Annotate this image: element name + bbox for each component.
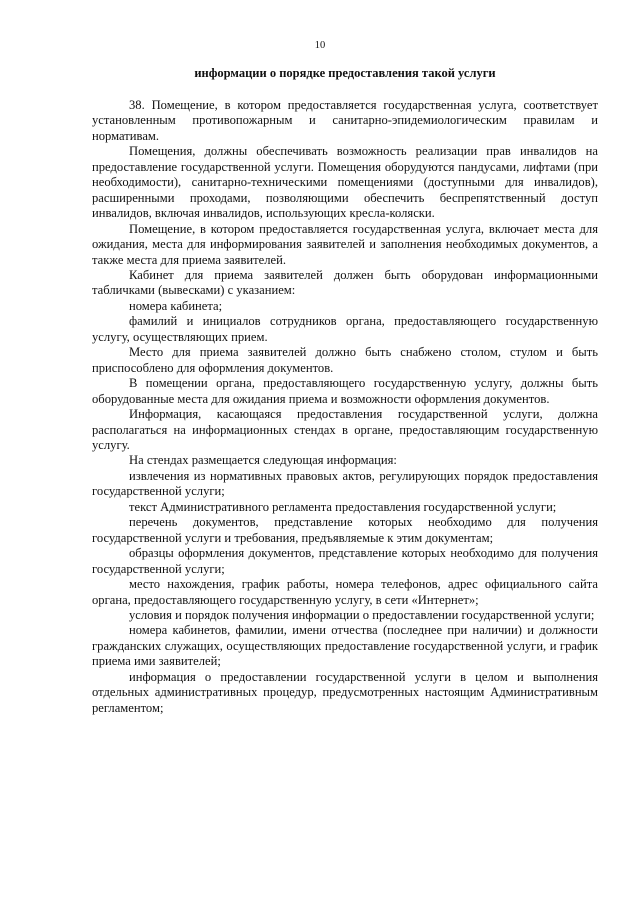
paragraph: Место для приема заявителей должно быть снабжено столом, стулом и быть приспособлено для оформления документов.	[92, 345, 598, 375]
list-item: образцы оформления документов, представление которых необходимо для получения государственной услуги;	[92, 546, 598, 576]
document-body	[92, 98, 598, 716]
section-heading: информации о порядке предоставления такой услуги	[194, 66, 496, 80]
paragraph: Информация, касающаяся предоставления государственной услуги, должна располагаться на информационных стендах в органе, предоставляющим государственную услугу.	[92, 407, 598, 452]
paragraph: Кабинет для приема заявителей должен быть оборудован информационными табличками (вывесками) с указанием:	[92, 267, 598, 298]
paragraph: На стендах размещается следующая информация:	[129, 453, 397, 468]
list-item: номера кабинета;	[129, 298, 223, 313]
list-item: номера кабинетов, фамилии, имени отчества (последнее при наличии) и должности гражданских служащих, осуществляющих предоставление государственной услуги, и график приема ими заявителей;	[92, 623, 598, 669]
paragraph: Помещения, должны обеспечивать возможность реализации прав инвалидов на предоставление государственной услуги. Помещения оборудуются пандусами, лифтами (при необходимости), санитарно-техническими помещениями (доступными для инвалидов), расширенными проходами, позволяющими обеспечить беспрепятственный доступ инвалидов, включая инвалидов, использующих кресла-коляски.	[92, 144, 598, 221]
list-item: извлечения из нормативных правовых актов, регулирующих порядок предоставления государственной услуги;	[92, 468, 598, 499]
paragraph: 38. Помещение, в котором предоставляется государственная услуга, соответствует установленным противопожарным и санитарно-эпидемиологическим правилам и нормативам.	[92, 98, 598, 143]
list-item: текст Административного регламента предоставления государственной услуги;	[129, 499, 557, 514]
list-item: условия и порядок получения информации о предоставлении государственной услуги;	[129, 607, 595, 622]
list-item: информация о предоставлении государственной услуги в целом и выполнения отдельных административных процедур, предусмотренных настоящим Административным регламентом;	[92, 669, 598, 715]
list-item: перечень документов, представление которых необходимо для получения государственной услуги и требования, предъявляемые к этим документам;	[92, 515, 598, 545]
paragraph: Помещение, в котором предоставляется государственная услуга, включает места для ожидания, места для информирования заявителей и заполнения необходимых документов, а также места для приема заявителей.	[92, 221, 598, 267]
page-number: 10	[314, 40, 326, 51]
list-item: фамилий и инициалов сотрудников органа, предоставляющего государственную услугу, осуществляющих прием.	[92, 314, 598, 344]
paragraph: В помещении органа, предоставляющего государственную услугу, должны быть оборудованные места для ожидания приема и возможности оформления документов.	[92, 376, 598, 406]
list-item: место нахождения, график работы, номера телефонов, адрес официального сайта органа, предоставляющего государственную услугу, в сети «Интернет»;	[92, 577, 598, 607]
